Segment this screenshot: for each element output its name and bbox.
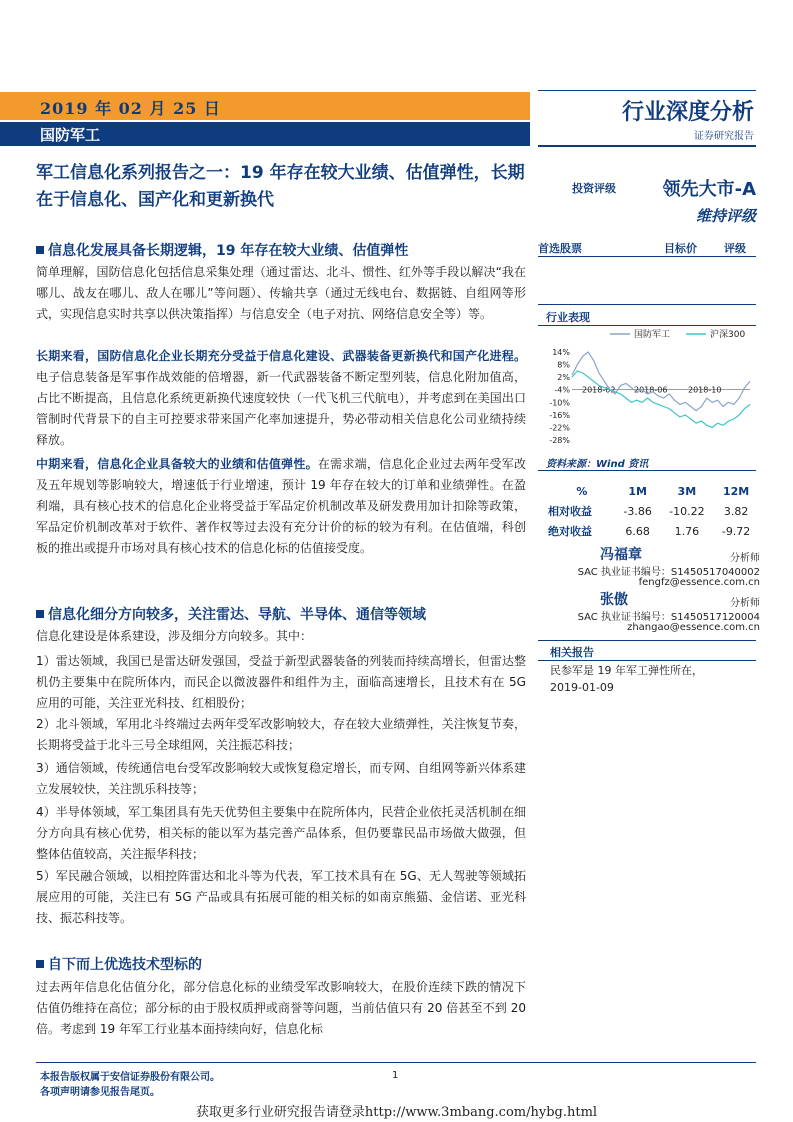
- header-rule-bottom: [538, 145, 756, 147]
- rating-value: 领先大市-A: [662, 179, 756, 200]
- table-row: [548, 501, 758, 521]
- bullet-square-icon: [36, 246, 44, 254]
- related-rule: [538, 640, 756, 641]
- bullet-square-icon: [36, 960, 44, 968]
- table-header-row: [548, 481, 758, 501]
- section-2-item-4: 4）半导体领域，军工集团具有先天优势但主要集中在院所体内，民营企业依托灵活机制在细分方向具有核心优势，相关标的能以军为基完善产品体系，但仍要靠民品市场做大做强，但整体估值较高，关注振华科技；: [36, 805, 526, 861]
- related-rule-2: [538, 660, 756, 661]
- table-cell: 3.82: [723, 504, 749, 518]
- y-tick-label: -28%: [549, 436, 570, 445]
- analyst-2: 张傲 分析师: [600, 592, 760, 609]
- table-row: [548, 521, 758, 541]
- report-title: 军工信息化系列报告之一：19 年存在较大业绩、估值弹性，长期在于信息化、国产化和更新换代: [36, 163, 525, 210]
- section-heading-1: 信息化发展具备长期逻辑，19 年存在较大业绩、估值弹性: [36, 240, 408, 260]
- header-rule-top: [538, 90, 756, 91]
- page-number: 1: [392, 1070, 399, 1081]
- sector-name: 国防军工: [40, 126, 101, 144]
- section-2-item-5: 5）军民融合领域，以相控阵雷达和北斗等为代表，军工技术具有在 5G、无人驾驶等领域拓展应用的可能，关注已有 5G 产品或具有拓展可能的相关标的如南京熊猫、金信诺、亚光科技、振芯科技等。: [36, 869, 526, 925]
- rating-action: 维持评级: [695, 207, 756, 225]
- industry-performance-chart: [538, 326, 756, 450]
- table-cell: 6.68: [625, 524, 650, 538]
- y-tick-label: 2%: [557, 373, 570, 383]
- legend-label-defense: 国防军工: [634, 330, 671, 340]
- table-cell: 1.76: [674, 524, 700, 538]
- section-2-item-2: 2）北斗领域，军用北斗终端过去两年受军改影响较大，存在较大业绩弹性，关注恢复节奏，长期将受益于北斗三号全球组网，关注振芯科技；: [36, 717, 526, 752]
- y-tick-label: -10%: [549, 398, 570, 408]
- report-subtitle: 证券研究报告: [694, 131, 754, 142]
- bullet-square-icon: [36, 610, 44, 618]
- series-line-defense: [572, 352, 750, 411]
- table-header-cell: 12M: [722, 484, 750, 498]
- section-3-paragraph-1: 过去两年信息化估值分化，部分信息化标的业绩受军改影响较大，在股价连续下跌的情况下估值仍维持在高位；部分标的由于股权质押或商誉等问题，当前估值只有 20 倍甚至不到 20 倍。考虑到 19 年军工行业基本面持续向好，信息化标: [36, 980, 526, 1036]
- section-heading-3: 自下而上优选技术型标的: [36, 954, 202, 974]
- analyst-2-sac: SAC 执业证书编号：S1450517120004: [577, 612, 760, 623]
- related-report-item[interactable]: 民参军是 19 年军工弹性所在， 2019-01-09: [550, 664, 703, 694]
- industry-perf-title: 行业表现: [546, 311, 590, 324]
- x-tick-label: 2018-10: [688, 385, 722, 395]
- table-header-cell: 3M: [677, 484, 697, 498]
- performance-table: [548, 481, 758, 541]
- table-header-cell: %: [576, 484, 588, 498]
- y-tick-label: 8%: [557, 360, 570, 370]
- section-1-paragraph-3: 中期来看，信息化企业具备较大的业绩和估值弹性。在需求端，信息化企业过去两年受军改及五年规划等影响较大，增速低于行业增速，预计 19 年存在较大的订单和业绩弹性。在盈利端，具有核心技术的信息化企业将受益于军品定价机制改革及研发费用加计扣除等政策，军品定价机制改革对于软件、著作权等过去没有充分计价的标的较为有利。在估值端，科创板的推出或提升市场对具有核心技术的信息化标的估值接受度。: [36, 457, 526, 555]
- chart-source: 资料来源：Wind 资讯: [546, 459, 649, 470]
- section-2-item-3: 3）通信领域，传统通信电台受军改影响较大或恢复稳定增长，而专网、自组网等新兴体系建立发展较快，关注凯乐科技等；: [36, 761, 526, 796]
- industry-perf-rule: [538, 304, 756, 305]
- footer-rule: [36, 1062, 756, 1063]
- stocks-rule: [538, 256, 756, 257]
- analyst-1-email: fengfz@essence.com.cn: [638, 577, 760, 588]
- legend-label-csi300: 沪深300: [710, 330, 746, 340]
- source-rule: [538, 470, 756, 471]
- table-cell: -9.72: [721, 524, 751, 538]
- y-tick-label: 14%: [552, 348, 570, 357]
- table-cell: -10.22: [669, 504, 705, 518]
- y-tick-label: -4%: [554, 385, 570, 395]
- table-cell: -3.86: [623, 504, 652, 518]
- table-row-label: 绝对收益: [548, 525, 592, 538]
- x-tick-label: 2018-06: [634, 385, 668, 395]
- rating-label: 投资评级: [572, 182, 616, 195]
- related-reports-title: 相关报告: [550, 646, 594, 659]
- chart-legend: [610, 328, 745, 340]
- x-tick-label: 2018-02: [582, 385, 616, 395]
- section-1-paragraph-2: 长期来看，国防信息化企业长期充分受益于信息化建设、武器装备更新换代和国产化进程。电子信息装备是军事作战效能的倍增器，新一代武器装备不断定型列装，信息化附加值高，占比不断提高，且信息化系统更新换代速度较快（一代飞机三代航电），并考虑到在美国出口管制时代背景下的自主可控要求带来国产化率加速提升，势必带动相关信息化公司业绩持续释放。: [36, 349, 526, 447]
- section-1-paragraph-1: 简单理解，国防信息化包括信息采集处理（通过雷达、北斗、惯性、红外等手段以解决“我在哪儿、战友在哪儿、敌人在哪儿”等问题）、传输共享（通过无线电台、数据链、自组网等形式，实现信息实时共享以供决策指挥）与信息安全（电子对抗、网络信息安全等）等。: [36, 265, 526, 321]
- footer-copyright: 本报告版权属于安信证券股份有限公司。: [40, 1072, 220, 1083]
- footer-disclaimer: 各项声明请参见报告尾页。: [40, 1087, 160, 1098]
- table-header-cell: 1M: [628, 484, 647, 498]
- series-line-csi300: [572, 371, 750, 428]
- report-type: 行业深度分析: [621, 100, 754, 125]
- table-row-label: 相对收益: [548, 505, 592, 518]
- analyst-2-email: zhangao@essence.com.cn: [627, 622, 760, 633]
- section-2-item-1: 1）雷达领域，我国已是雷达研发强国，受益于新型武器装备的列装而持续高增长，但雷达整机仍主要集中在院所体内，而民企以微波器件和组件为主，面临高速增长，且技术有在 5G 应用的可能，关注亚光科技、红相股份；: [36, 654, 526, 710]
- section-2-paragraph-1: 信息化建设是体系建设，涉及细分方向较多。其中：: [36, 629, 313, 643]
- analyst-1-sac: SAC 执业证书编号：S1450517040002: [577, 567, 760, 578]
- analyst-1: 冯福章 分析师: [600, 547, 760, 564]
- watermark-link[interactable]: 获取更多行业研究报告请登录http://www.3mbang.com/hybg.html: [195, 1105, 598, 1120]
- y-tick-label: -22%: [549, 423, 570, 433]
- section-heading-2: 信息化细分方向较多，关注雷达、导航、半导体、通信等领域: [36, 604, 426, 624]
- y-tick-label: -16%: [549, 410, 570, 420]
- report-date: 2019 年 02 月 25 日: [40, 99, 221, 118]
